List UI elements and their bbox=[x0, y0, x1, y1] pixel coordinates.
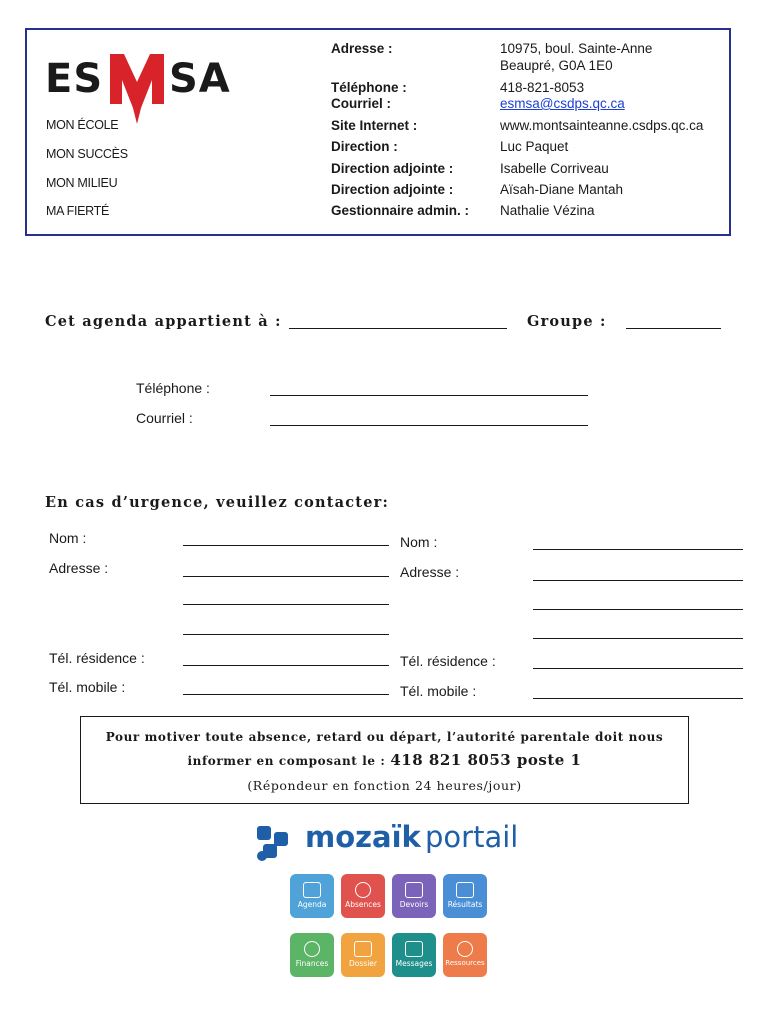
school-info-box bbox=[25, 28, 731, 236]
contact1-home-label: Tél. résidence : bbox=[49, 650, 145, 666]
contact2-home-label: Tél. résidence : bbox=[400, 653, 496, 669]
contact2-address-field-1[interactable] bbox=[533, 580, 743, 581]
mozaik-brand-bold: mozaïk bbox=[305, 820, 421, 854]
website-label: Site Internet : bbox=[331, 118, 418, 133]
folder-icon bbox=[354, 941, 372, 957]
assistant-direction-value-1: Isabelle Corriveau bbox=[500, 161, 609, 176]
no-entry-icon bbox=[355, 882, 371, 898]
emergency-title: En cas d’urgence, veuillez contacter: bbox=[45, 494, 390, 511]
group-label: Groupe : bbox=[527, 313, 607, 330]
contact2-name-field[interactable] bbox=[533, 549, 743, 550]
admin-manager-value: Nathalie Vézina bbox=[500, 203, 595, 218]
contact2-mobile-label: Tél. mobile : bbox=[400, 683, 477, 699]
message-icon bbox=[405, 941, 423, 957]
address-label: Adresse : bbox=[331, 41, 393, 56]
direction-value: Luc Paquet bbox=[500, 139, 569, 154]
contact1-address-field-1[interactable] bbox=[183, 576, 389, 577]
app-tile-absences[interactable]: Absences bbox=[341, 874, 385, 918]
phone-label: Téléphone : bbox=[331, 80, 407, 95]
assistant-direction-value-2: Aïsah-Diane Mantah bbox=[500, 182, 624, 197]
notice-phone-number: 418 821 8053 poste 1 bbox=[390, 751, 582, 769]
email-link[interactable]: esmsa@csdps.qc.ca bbox=[500, 96, 625, 111]
homework-icon bbox=[405, 882, 423, 898]
motto-1: MON ÉCOLE bbox=[46, 118, 119, 132]
direction-label: Direction : bbox=[331, 139, 398, 154]
app-tile-resultats[interactable]: Résultats bbox=[443, 874, 487, 918]
app-tile-agenda[interactable]: Agenda bbox=[290, 874, 334, 918]
motto-2: MON SUCCÈS bbox=[46, 147, 128, 161]
contact2-name-label: Nom : bbox=[400, 534, 438, 550]
address-line2: Beaupré, G0A 1E0 bbox=[500, 58, 613, 73]
logo-text-left: ES bbox=[45, 56, 104, 102]
app-tile-devoirs[interactable]: Devoirs bbox=[392, 874, 436, 918]
contact1-mobile-label: Tél. mobile : bbox=[49, 679, 126, 695]
contact2-address-label: Adresse : bbox=[400, 564, 460, 580]
notice-line-1: Pour motiver toute absence, retard ou départ, l’autorité parentale doit nous bbox=[105, 730, 664, 744]
logo-text-right: SA bbox=[169, 56, 231, 102]
notice-line-3: (Répondeur en fonction 24 heures/jour) bbox=[247, 778, 522, 793]
app-tile-finances[interactable]: Finances bbox=[290, 933, 334, 977]
mozaik-logo bbox=[255, 818, 525, 866]
motto-3: MON MILIEU bbox=[46, 176, 118, 190]
logo-m-icon bbox=[108, 48, 166, 124]
bar-chart-icon bbox=[456, 882, 474, 898]
notice-line-2 bbox=[81, 751, 688, 769]
contact2-home-field[interactable] bbox=[533, 668, 743, 669]
contact1-name-field[interactable] bbox=[183, 545, 389, 546]
school-logo bbox=[45, 48, 235, 108]
owner-phone-field[interactable] bbox=[270, 395, 588, 396]
group-field[interactable] bbox=[626, 328, 721, 329]
owner-email-label: Courriel : bbox=[136, 410, 193, 426]
contact1-name-label: Nom : bbox=[49, 530, 87, 546]
contact1-mobile-field[interactable] bbox=[183, 694, 389, 695]
app-tile-dossier[interactable]: Dossier bbox=[341, 933, 385, 977]
coin-icon bbox=[304, 941, 320, 957]
website-value: www.montsainteanne.csdps.qc.ca bbox=[500, 118, 704, 133]
contact2-address-field-2[interactable] bbox=[533, 609, 743, 610]
mozaik-brand-light: portail bbox=[425, 820, 519, 854]
owner-label: Cet agenda appartient à : bbox=[45, 313, 282, 330]
contact2-mobile-field[interactable] bbox=[533, 698, 743, 699]
address-line1: 10975, boul. Sainte-Anne bbox=[500, 41, 653, 56]
mozaik-app-grid bbox=[290, 874, 490, 984]
email-label: Courriel : bbox=[331, 96, 392, 111]
mozaik-logo-icon bbox=[255, 824, 293, 862]
app-tile-messages[interactable]: Messages bbox=[392, 933, 436, 977]
contact2-address-field-3[interactable] bbox=[533, 638, 743, 639]
motto-4: MA FIERTÉ bbox=[46, 204, 110, 218]
contact1-address-label: Adresse : bbox=[49, 560, 109, 576]
absence-notice-box bbox=[80, 716, 689, 804]
calendar-icon bbox=[303, 882, 321, 898]
notice-line-2-prefix: informer en composant le : bbox=[187, 754, 386, 768]
owner-name-field[interactable] bbox=[289, 328, 507, 329]
admin-manager-label: Gestionnaire admin. : bbox=[331, 203, 470, 218]
resources-icon bbox=[457, 941, 473, 957]
owner-email-field[interactable] bbox=[270, 425, 588, 426]
owner-phone-label: Téléphone : bbox=[136, 380, 210, 396]
contact1-address-field-3[interactable] bbox=[183, 634, 389, 635]
assistant-direction-label-1: Direction adjointe : bbox=[331, 161, 454, 176]
app-tile-ressources[interactable]: Ressources bbox=[443, 933, 487, 977]
phone-value: 418-821-8053 bbox=[500, 80, 585, 95]
contact1-address-field-2[interactable] bbox=[183, 604, 389, 605]
assistant-direction-label-2: Direction adjointe : bbox=[331, 182, 454, 197]
contact1-home-field[interactable] bbox=[183, 665, 389, 666]
